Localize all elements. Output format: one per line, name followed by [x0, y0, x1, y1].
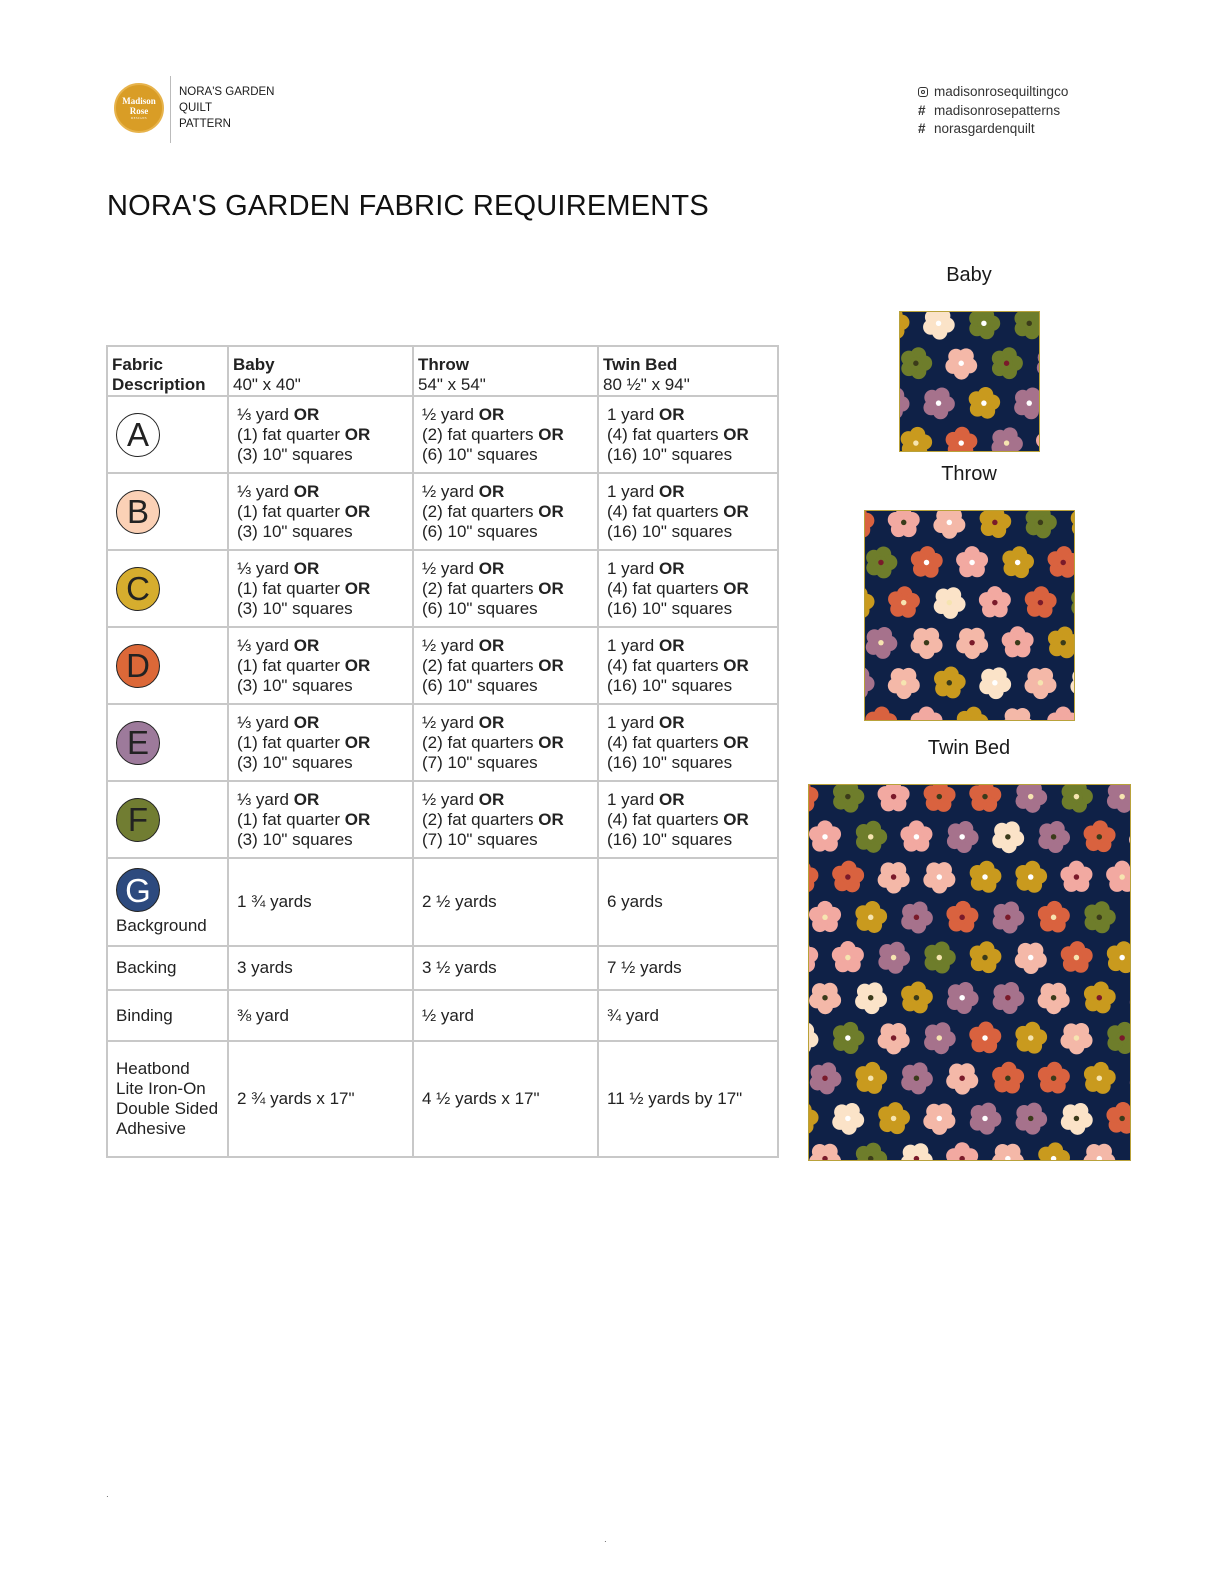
or-label: OR: [723, 424, 749, 444]
quantity-text: 1 yard: [607, 789, 655, 809]
quantity-text: ½ yard: [422, 635, 474, 655]
quantity-text: (1) fat quarter: [237, 732, 340, 752]
quantity-text: (3) 10" squares: [237, 675, 353, 695]
stray-mark: ·: [106, 1492, 109, 1501]
quantity-text: (16) 10" squares: [607, 829, 733, 849]
or-label: OR: [293, 404, 320, 424]
quantity-text: (6) 10" squares: [422, 598, 538, 618]
preview-label-throw: Throw: [941, 463, 997, 485]
quantity-text: ¾ yard: [607, 1005, 659, 1025]
or-label: OR: [344, 424, 371, 444]
or-label: OR: [478, 789, 505, 809]
quantity-text: (7) 10" squares: [422, 829, 538, 849]
quantity-text: (4) fat quarters: [607, 501, 719, 521]
hashtag-icon: #: [918, 121, 926, 136]
header-baby: Baby 40" x 40": [228, 346, 413, 396]
instagram-handle[interactable]: madisonrosequiltingco: [918, 83, 1068, 102]
or-label: OR: [723, 655, 749, 675]
quantity-text: (3) 10" squares: [237, 829, 353, 849]
quantity-text: (4) fat quarters: [607, 424, 719, 444]
or-label: OR: [344, 732, 371, 752]
quantity-text: 1 yard: [607, 712, 655, 732]
quantity-text: ⅓ yard: [237, 712, 289, 732]
quantity-text: ⅓ yard: [237, 404, 289, 424]
or-label: OR: [658, 712, 685, 732]
or-label: OR: [293, 558, 320, 578]
row-label: Heatbond Lite Iron-On Double Sided Adhesive: [116, 1059, 219, 1138]
brand-line: NORA'S GARDEN: [179, 86, 275, 98]
quantity-text: (4) fat quarters: [607, 578, 719, 598]
quantity-text: ½ yard: [422, 712, 474, 732]
flower-pattern: [809, 785, 1130, 1160]
fabric-f-swatch-icon: F: [116, 798, 160, 842]
quantity-text: (16) 10" squares: [607, 521, 733, 541]
fabric-e-swatch-icon: E: [116, 721, 160, 765]
quantity-text: (1) fat quarter: [237, 809, 340, 829]
quantity-text: (16) 10" squares: [607, 444, 733, 464]
fabric-d-swatch-icon: D: [116, 644, 160, 688]
hashtag-madisonrosepatterns[interactable]: # madisonrosepatterns: [918, 102, 1068, 121]
or-label: OR: [293, 712, 320, 732]
quantity-text: ½ yard: [422, 1005, 474, 1025]
quantity-text: 3 yards: [237, 958, 293, 977]
or-label: OR: [538, 501, 564, 521]
quantity-text: (16) 10" squares: [607, 675, 733, 695]
table-row: [107, 1041, 778, 1157]
or-label: OR: [538, 578, 564, 598]
social-handles: [918, 83, 1068, 139]
flower-pattern: [900, 312, 1039, 451]
or-label: OR: [293, 635, 320, 655]
table-row: [107, 946, 778, 990]
quantity-text: ⅜ yard: [237, 1005, 289, 1025]
quantity-text: (1) fat quarter: [237, 578, 340, 598]
quantity-text: (4) fat quarters: [607, 809, 719, 829]
fabric-a-swatch-icon: A: [116, 413, 160, 457]
table-row: [107, 990, 778, 1041]
quantity-text: ½ yard: [422, 789, 474, 809]
or-label: OR: [344, 655, 371, 675]
or-label: OR: [658, 635, 685, 655]
quantity-text: ⅓ yard: [237, 789, 289, 809]
flower: [1107, 1022, 1130, 1054]
quantity-text: 1 yard: [607, 404, 655, 424]
quantity-text: 7 ½ yards: [607, 958, 682, 977]
quantity-text: (6) 10" squares: [422, 675, 538, 695]
or-label: OR: [478, 481, 505, 501]
quantity-text: (3) 10" squares: [237, 752, 353, 772]
fabric-g-swatch-icon: G: [116, 868, 160, 912]
or-label: OR: [478, 558, 505, 578]
quantity-text: (2) fat quarters: [422, 501, 534, 521]
or-label: OR: [723, 732, 749, 752]
or-label: OR: [723, 501, 749, 521]
or-label: OR: [538, 809, 564, 829]
quantity-text: (3) 10" squares: [237, 444, 353, 464]
quantity-text: 1 yard: [607, 481, 655, 501]
quantity-text: 6 yards: [607, 892, 663, 911]
fabric-b-swatch-icon: B: [116, 490, 160, 534]
quantity-text: (2) fat quarters: [422, 732, 534, 752]
or-label: OR: [344, 501, 371, 521]
instagram-icon: [918, 87, 928, 97]
flower: [878, 785, 910, 811]
quantity-text: (1) fat quarter: [237, 655, 340, 675]
or-label: OR: [293, 789, 320, 809]
quantity-text: ½ yard: [422, 558, 474, 578]
or-label: OR: [478, 404, 505, 424]
table-row: [107, 704, 778, 781]
quantity-text: (7) 10" squares: [422, 752, 538, 772]
quantity-text: (1) fat quarter: [237, 501, 340, 521]
preview-label-baby: Baby: [946, 264, 992, 286]
or-label: OR: [538, 732, 564, 752]
or-label: OR: [723, 578, 749, 598]
or-label: OR: [658, 404, 685, 424]
quantity-text: (16) 10" squares: [607, 598, 733, 618]
stray-mark: ·: [604, 1537, 607, 1546]
quantity-text: 1 yard: [607, 558, 655, 578]
or-label: OR: [478, 635, 505, 655]
quantity-text: ⅓ yard: [237, 481, 289, 501]
quantity-text: 3 ½ yards: [422, 958, 497, 977]
quantity-text: 11 ½ yards by 17": [607, 1089, 743, 1108]
quantity-text: (4) fat quarters: [607, 732, 719, 752]
brand-line: QUILT: [179, 102, 213, 114]
or-label: OR: [293, 481, 320, 501]
page-title: NORA'S GARDEN FABRIC REQUIREMENTS: [107, 190, 709, 222]
preview-label-twin-bed: Twin Bed: [927, 737, 1011, 759]
quantity-text: 2 ½ yards: [422, 892, 497, 911]
flower-pattern: [865, 511, 1074, 720]
flower: [888, 511, 920, 537]
quantity-text: (3) 10" squares: [237, 598, 353, 618]
or-label: OR: [658, 558, 685, 578]
table-row: [107, 396, 778, 473]
or-label: OR: [344, 578, 371, 598]
quantity-text: (2) fat quarters: [422, 655, 534, 675]
quantity-text: ½ yard: [422, 481, 474, 501]
fabric-c-swatch-icon: C: [116, 567, 160, 611]
or-label: OR: [658, 789, 685, 809]
table-row: [107, 627, 778, 704]
row-label: Binding: [116, 1005, 173, 1025]
table-row-background: [107, 858, 778, 946]
quantity-text: (16) 10" squares: [607, 752, 733, 772]
quantity-text: ⅓ yard: [237, 558, 289, 578]
table-row: [107, 473, 778, 550]
quantity-text: 1 yard: [607, 635, 655, 655]
fabric-requirements-table: [106, 345, 779, 1158]
quantity-text: 4 ½ yards x 17": [422, 1089, 540, 1108]
brand-text: [179, 84, 275, 132]
quantity-text: (2) fat quarters: [422, 578, 534, 598]
madison-rose-logo: Madison Rose DESIGNS: [114, 83, 164, 133]
hashtag-icon: #: [918, 102, 926, 118]
header-twin-bed: Twin Bed 80 ½" x 94": [598, 346, 778, 396]
header-throw: Throw 54" x 54": [413, 346, 598, 396]
quantity-text: (1) fat quarter: [237, 424, 340, 444]
or-label: OR: [658, 481, 685, 501]
or-label: OR: [723, 809, 749, 829]
or-label: OR: [478, 712, 505, 732]
table-row: [107, 781, 778, 858]
twin-bed-quilt-preview: [808, 784, 1131, 1161]
row-label: Backing: [116, 958, 177, 977]
quantity-text: (2) fat quarters: [422, 809, 534, 829]
or-label: OR: [538, 655, 564, 675]
quantity-text: (6) 10" squares: [422, 521, 538, 541]
or-label: OR: [538, 424, 564, 444]
throw-quilt-preview: [864, 510, 1075, 721]
background-label: Background: [116, 916, 207, 935]
quantity-text: (2) fat quarters: [422, 424, 534, 444]
header-fabric-description: Fabric Description: [107, 346, 228, 396]
table-row: [107, 550, 778, 627]
hashtag-norasgardenquilt[interactable]: # norasgardenquilt: [918, 120, 1068, 139]
table-header-row: [107, 346, 778, 396]
quantity-text: (4) fat quarters: [607, 655, 719, 675]
quantity-text: 2 ¾ yards x 17": [237, 1089, 355, 1108]
quantity-text: ⅓ yard: [237, 635, 289, 655]
brand-line: PATTERN: [179, 118, 231, 130]
quantity-text: ½ yard: [422, 404, 474, 424]
quantity-text: (6) 10" squares: [422, 444, 538, 464]
quantity-text: 1 ¾ yards: [237, 892, 312, 911]
baby-quilt-preview: [899, 311, 1040, 452]
header-divider: [170, 76, 171, 143]
or-label: OR: [344, 809, 371, 829]
quantity-text: (3) 10" squares: [237, 521, 353, 541]
